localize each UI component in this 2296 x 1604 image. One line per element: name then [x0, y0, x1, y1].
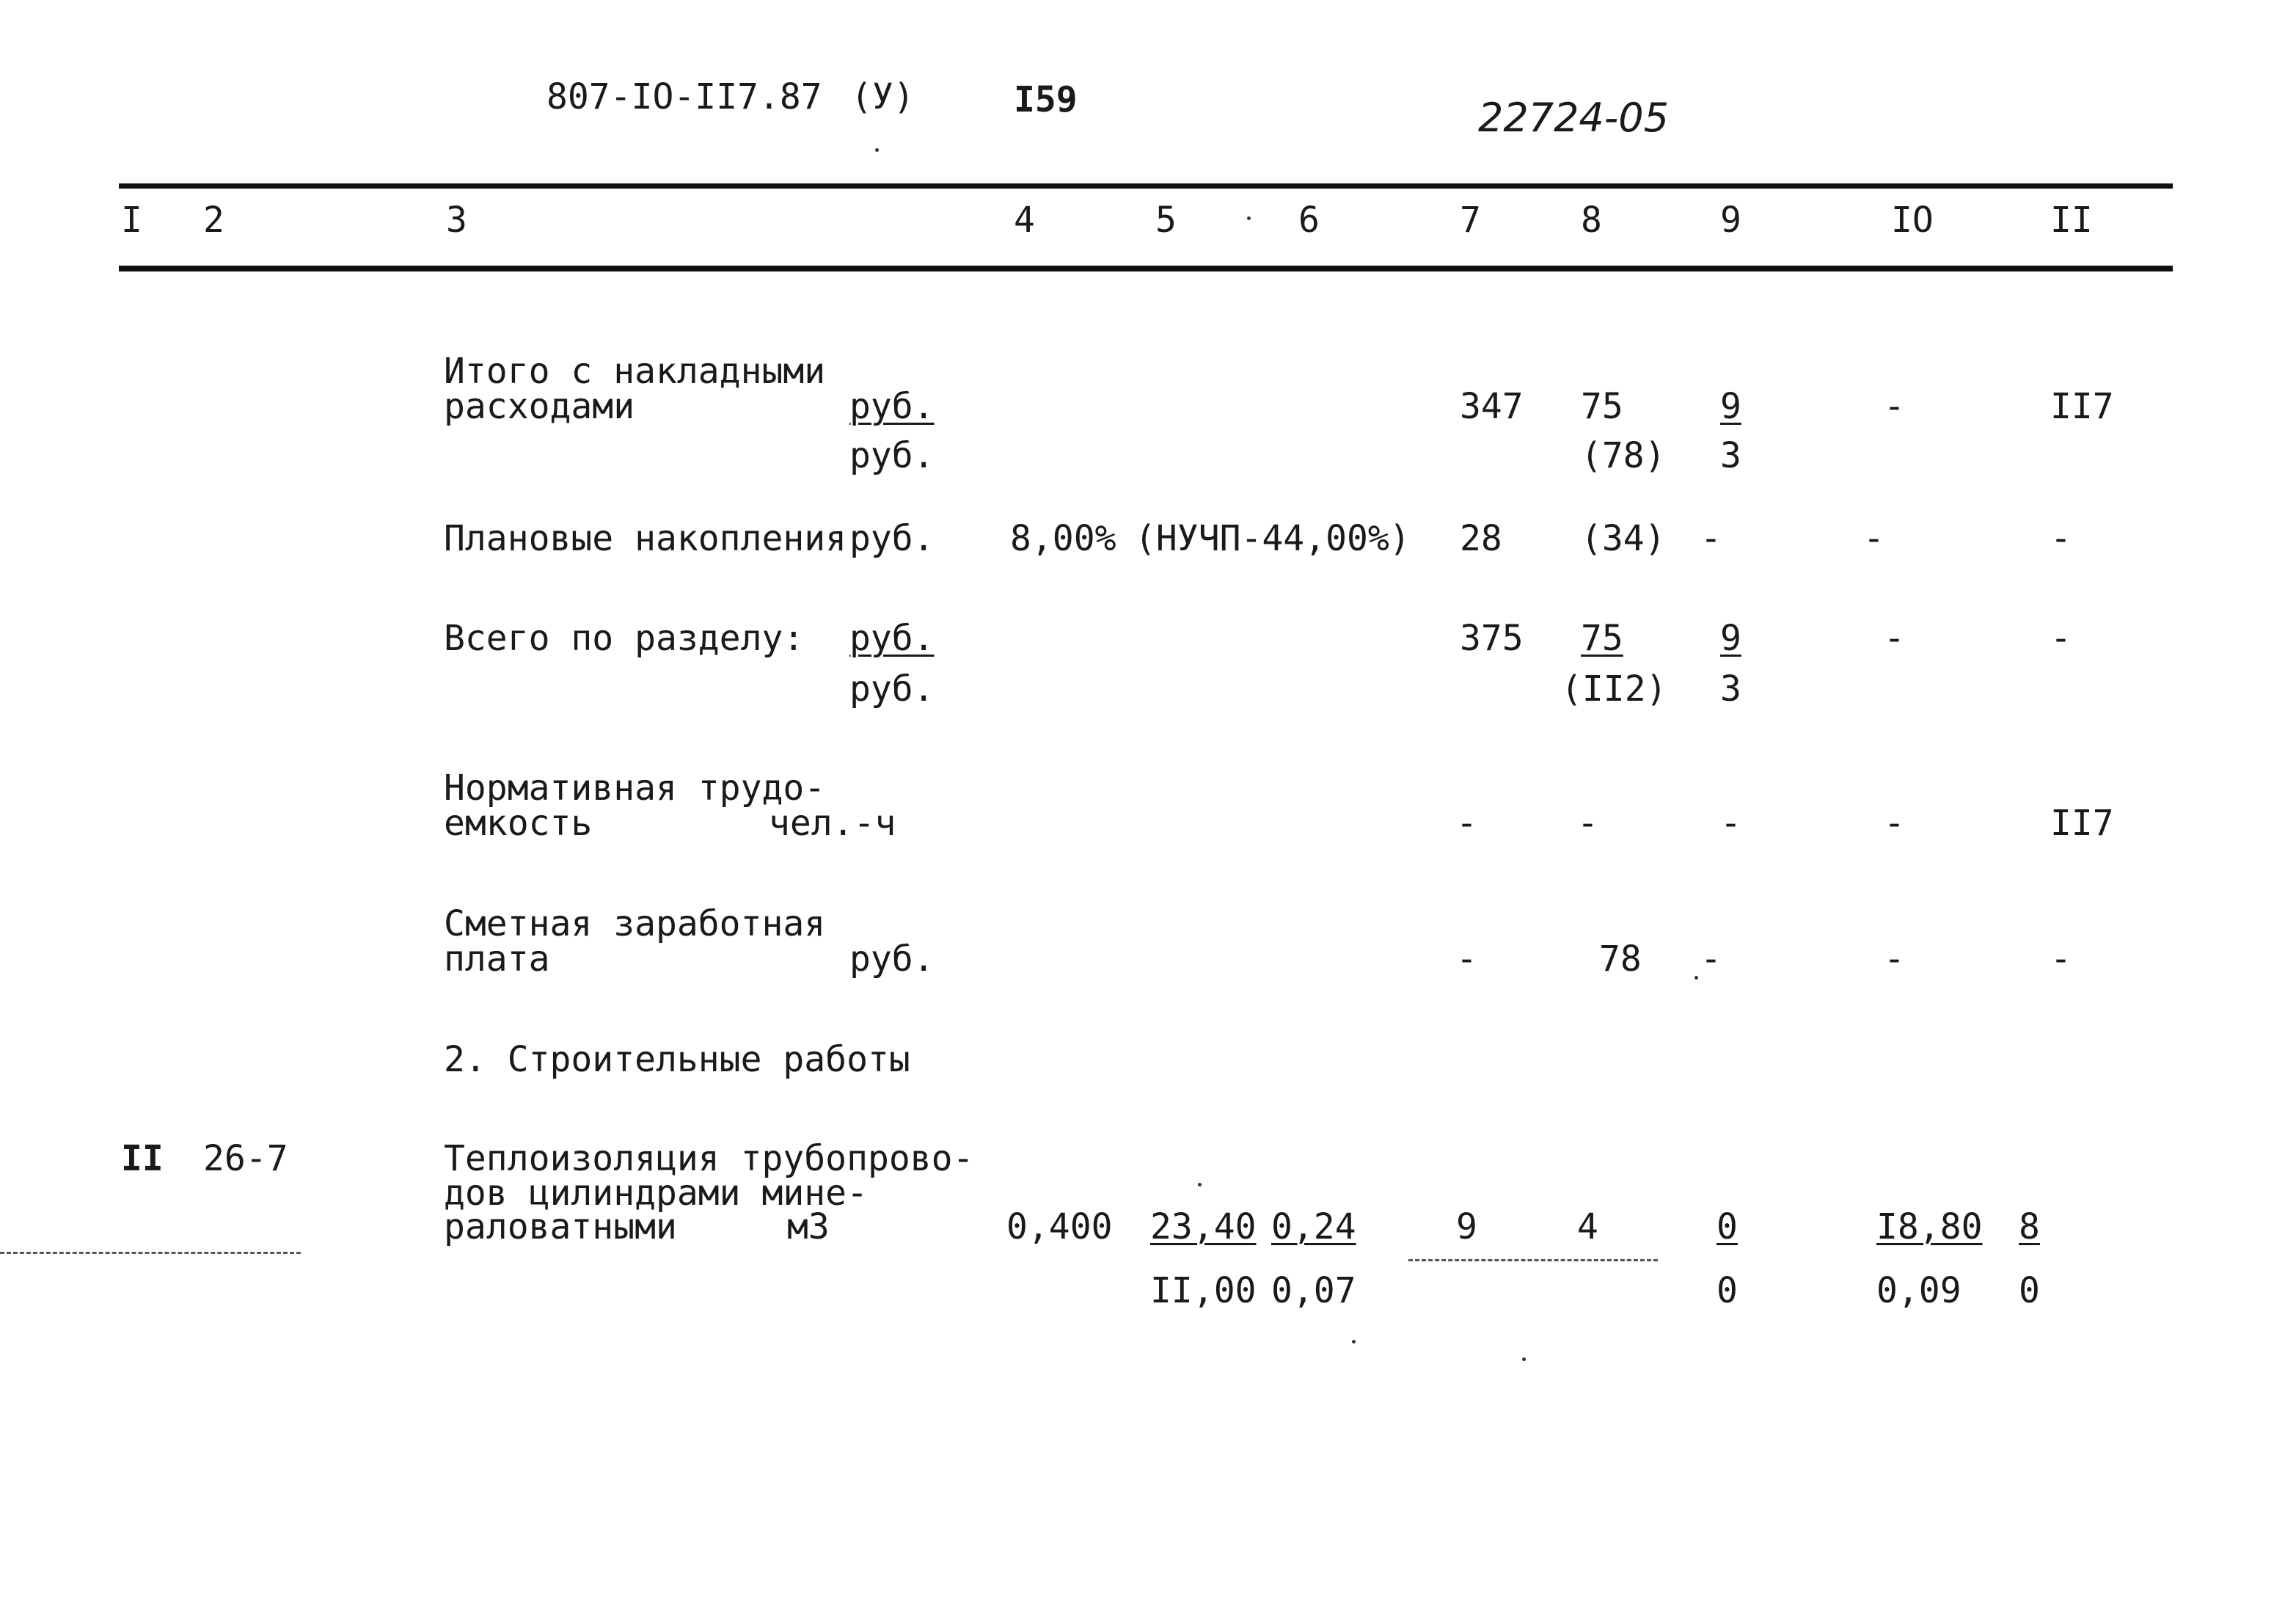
col-header-4: 4	[1014, 200, 1035, 241]
cell-col10: -	[1863, 518, 1884, 559]
speck	[1247, 216, 1251, 220]
handwritten-number: 22724-05	[1478, 95, 1669, 141]
item-col7: 9	[1456, 1206, 1477, 1247]
item-col10-bottom: 0,09	[1876, 1270, 1962, 1311]
item-desc-line3: раловатными	[444, 1206, 677, 1247]
label-line2: плата	[444, 938, 550, 980]
cell-col9-sub: 3	[1720, 435, 1741, 476]
cell-col9: -	[1700, 938, 1722, 980]
cell-col7: -	[1456, 938, 1477, 980]
doc-code: 807-IO-II7.87	[546, 76, 822, 117]
label-line2: расходами	[444, 386, 635, 427]
item-col10-top: I8,80	[1876, 1206, 1983, 1247]
col-header-6: 6	[1298, 200, 1320, 241]
cell-col11: II7	[2050, 386, 2114, 427]
item-col6-top: 0,24	[1271, 1206, 1356, 1247]
unit: руб.	[849, 938, 935, 980]
unit-2: руб.	[849, 435, 935, 476]
item-col9-bottom: 0	[1716, 1270, 1738, 1311]
cell-col8: 78	[1599, 938, 1642, 980]
item-col9-top: 0	[1716, 1206, 1738, 1247]
speck	[1352, 1340, 1356, 1344]
item-col5-bottom: II,00	[1150, 1270, 1257, 1311]
item-code: 26-7	[203, 1138, 288, 1179]
cell-col7: 347	[1460, 386, 1524, 427]
cell-col11: -	[2050, 618, 2072, 659]
cell-col10: -	[1884, 618, 1905, 659]
cell-col9: 9	[1720, 618, 1741, 659]
item-quantity: 0,400	[1006, 1206, 1113, 1247]
header-rule-bottom	[119, 266, 2173, 271]
unit-2: руб.	[849, 668, 935, 710]
label-line1: Сметная заработная	[444, 903, 826, 944]
label-line2: емкость	[444, 803, 593, 844]
col-header-7: 7	[1460, 200, 1481, 241]
cell-col9: -	[1700, 518, 1722, 559]
page-number: I59	[1014, 79, 1078, 120]
col-header-10: IO	[1891, 200, 1934, 241]
cell-col7: -	[1456, 803, 1477, 844]
col-header-5: 5	[1155, 200, 1177, 241]
col-header-11: II	[2050, 200, 2093, 241]
cell-col8-sub: (78)	[1581, 435, 1666, 476]
cell-col4: 8,00%	[1010, 518, 1116, 559]
col-header-2: 2	[203, 200, 224, 241]
cell-col7: 375	[1460, 618, 1524, 659]
item-unit: м3	[787, 1206, 830, 1247]
item-desc-line2: дов цилиндрами мине-	[444, 1173, 868, 1214]
unit: чел.-ч	[769, 803, 896, 844]
cell-col11: II7	[2050, 803, 2114, 844]
label-line1: Итого с накладными	[444, 351, 826, 392]
doc-mark: (У)	[851, 76, 915, 117]
cell-col10: -	[1884, 938, 1905, 980]
cell-col7: 28	[1460, 518, 1502, 559]
cell-col8: -	[1577, 803, 1598, 844]
speck	[1694, 976, 1698, 980]
cell-col8: 75	[1581, 386, 1623, 427]
label-line1: Нормативная трудо-	[444, 768, 826, 809]
speck	[1198, 1183, 1202, 1186]
section-title: 2. Строительные работы	[444, 1039, 910, 1080]
cell-col9: 9	[1720, 386, 1741, 427]
label: Всего по разделу:	[444, 618, 805, 659]
cell-col9: -	[1720, 803, 1741, 844]
dashed-artifact-left	[0, 1252, 301, 1254]
cell-col10: -	[1884, 386, 1905, 427]
cell-col5-6: (НУЧП-44,00%)	[1135, 518, 1411, 559]
label: Плановые накопления	[444, 518, 847, 559]
cell-col10: -	[1884, 803, 1905, 844]
item-col8: 4	[1577, 1206, 1598, 1247]
item-col6-bottom: 0,07	[1271, 1270, 1356, 1311]
item-desc-line1: Теплоизоляция трубопрово-	[444, 1138, 974, 1179]
cell-col9-sub: 3	[1720, 668, 1741, 710]
unit-1: руб.	[849, 386, 935, 427]
dashed-artifact-middle	[1408, 1259, 1658, 1261]
unit-1: руб.	[849, 618, 935, 659]
unit: руб.	[849, 518, 935, 559]
speck	[1522, 1357, 1526, 1361]
cell-col8: 75	[1581, 618, 1623, 659]
header-rule-top	[119, 183, 2173, 189]
item-col11-top: 8	[2019, 1206, 2040, 1247]
item-col5-top: 23,40	[1150, 1206, 1257, 1247]
col-header-1: I	[121, 200, 142, 241]
cell-col8: (34)	[1581, 518, 1666, 559]
item-col11-bottom: 0	[2019, 1270, 2040, 1311]
col-header-9: 9	[1720, 200, 1741, 241]
speck	[875, 148, 879, 152]
cell-col11: -	[2050, 938, 2072, 980]
cell-col11: -	[2050, 518, 2072, 559]
item-number: II	[121, 1138, 164, 1179]
col-header-3: 3	[446, 200, 467, 241]
col-header-8: 8	[1581, 200, 1602, 241]
cell-col8-sub: (II2)	[1561, 668, 1667, 710]
